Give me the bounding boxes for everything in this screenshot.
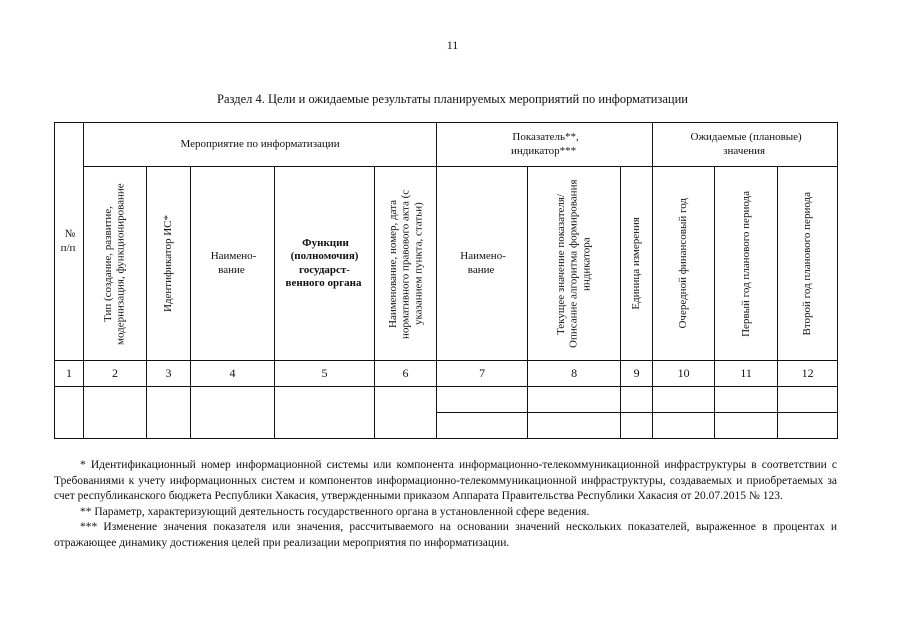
header-cell-number: № п/п <box>55 123 84 361</box>
table-cell <box>84 387 147 439</box>
table-cell <box>528 413 621 439</box>
header-cell-type: Тип (создание, развитие, модернизация, функционирование <box>84 167 147 361</box>
header-cell-functions: Функции (полномочия) государст- венного органа <box>275 167 375 361</box>
footnote-change: *** Изменение значения показателя или значения, рассчитываемого на основании значений нескольких показателей, выраженное в процентах и отражающее динамику достижения целей при реализации мероприятия по информатизации. <box>54 521 837 549</box>
table-cell <box>653 413 715 439</box>
table-cell <box>715 387 778 413</box>
table-cell <box>147 387 191 439</box>
header-cell-plan-year-2: Второй год планового периода <box>778 167 838 361</box>
table-cell <box>621 387 653 413</box>
header-group-event: Мероприятие по информатизации <box>84 123 437 167</box>
column-number-row <box>55 361 838 387</box>
table-cell <box>275 387 375 439</box>
header-cell-legal-act: Наименование, номер, дата нормативного правового акта (с указанием пункта, статьи) <box>375 167 437 361</box>
column-number-cell: 7 <box>437 361 528 387</box>
table-cell <box>778 413 838 439</box>
column-number-cell: 9 <box>621 361 653 387</box>
header-group-expected: Ожидаемые (плановые) значения <box>653 123 838 167</box>
column-number-cell: 12 <box>778 361 838 387</box>
header-cell-event-name: Наимено- вание <box>191 167 275 361</box>
header-cell-next-year: Очередной финансовый год <box>653 167 715 361</box>
column-number-cell: 3 <box>147 361 191 387</box>
table-cell <box>653 387 715 413</box>
header-cell-plan-year-1: Первый год планового периода <box>715 167 778 361</box>
table-cell <box>715 413 778 439</box>
column-number-cell: 1 <box>55 361 84 387</box>
header-cell-is-id: Идентификатор ИС* <box>147 167 191 361</box>
footnote-parameter: ** Параметр, характеризующий деятельность государственного органа в установленной сфере ведения. <box>80 505 590 518</box>
column-number-cell: 2 <box>84 361 147 387</box>
column-number-cell: 10 <box>653 361 715 387</box>
page-number: 11 <box>446 38 459 52</box>
table-cell <box>375 387 437 439</box>
table-cell <box>191 387 275 439</box>
table-cell <box>778 387 838 413</box>
table-cell <box>437 387 528 413</box>
table-cell <box>437 413 528 439</box>
column-number-cell: 11 <box>715 361 778 387</box>
column-number-cell: 8 <box>528 361 621 387</box>
header-cell-unit: Единица измерения <box>621 167 653 361</box>
column-number-cell: 4 <box>191 361 275 387</box>
section-title: Раздел 4. Цели и ожидаемые результаты планируемых мероприятий по информатизации <box>217 92 688 106</box>
table-cell <box>621 413 653 439</box>
footnotes <box>54 458 837 551</box>
header-cell-indicator-name: Наимено- вание <box>437 167 528 361</box>
table-cell <box>528 387 621 413</box>
column-number-cell: 6 <box>375 361 437 387</box>
table-row <box>55 387 838 413</box>
header-cell-current-value: Текущее значение показателя/ Описание алгоритма формирования индикатора <box>528 167 621 361</box>
column-number-cell: 5 <box>275 361 375 387</box>
header-group-indicator: Показатель**, индикатор*** <box>437 123 653 167</box>
table-cell <box>55 387 84 439</box>
footnote-is-id: * Идентификационный номер информационной системы или компонента информационно-телекоммуникационной инфраструктуры в соответствии с Требованиями к учету информационных систем и компонентов информационно-телекоммуникационной инфраструктуры, создаваемых и приобретаемых за счет республиканского бюджета Республики Хакасия, утвержденными приказом Аппарата Правительства Республики Хакасия от 20.07.2015 № 123. <box>54 459 837 502</box>
plan-table <box>54 122 838 439</box>
